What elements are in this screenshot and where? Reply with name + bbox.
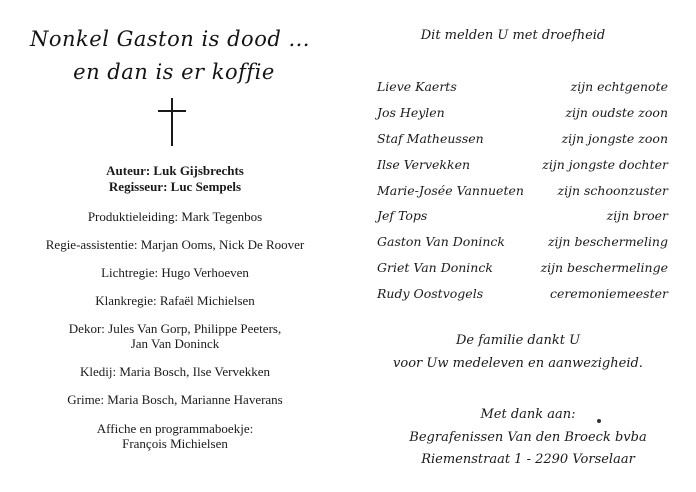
thanks-line-2: voor Uw medeleven en aanwezigheid. [393, 356, 643, 371]
credit-poster-line-2: François Michielsen [122, 436, 228, 451]
mourner-row [377, 183, 668, 201]
mourner-row [377, 286, 668, 304]
mourner-row [377, 234, 668, 252]
sponsor-address: Riemenstraat 1 - 2290 Vorselaar [421, 452, 635, 467]
credit-poster-line-1: Affiche en programmaboekje: [96, 421, 254, 436]
mourner-row [377, 131, 668, 149]
credit-set-line-1: Dekor: Jules Van Gorp, Philippe Peeters, [68, 321, 282, 336]
credit-costumes: Kledij: Maria Bosch, Ilse Vervekken [79, 364, 271, 379]
credit-sound: Klankregie: Rafaël Michielsen [95, 293, 255, 308]
mourner-row [377, 79, 668, 97]
mourner-row [377, 105, 668, 123]
card-title-line-1: Nonkel Gaston is dood ... [30, 27, 310, 51]
director-credit: Regisseur: Luc Sempels [108, 179, 242, 194]
mourner-row [377, 157, 668, 175]
author-credit: Auteur: Luk Gijsbrechts [106, 163, 244, 178]
mourner-name: Ilse Vervekken [377, 157, 471, 172]
credit-lighting: Lichtregie: Hugo Verhoeven [101, 265, 249, 280]
mourner-role: zijn beschermeling [547, 234, 668, 249]
mourner-name: Jos Heylen [377, 105, 445, 120]
mourner-name: Jef Tops [377, 208, 428, 223]
credit-set-line-2: Jan Van Doninck [130, 336, 220, 351]
mourner-role: zijn schoonzuster [557, 183, 668, 198]
mourner-role: zijn jongste zoon [561, 131, 668, 146]
mourner-name: Griet Van Doninck [377, 260, 493, 275]
mourner-role: zijn broer [606, 208, 668, 223]
sponsor-name: Begrafenissen Van den Broeck bvba [409, 430, 647, 445]
mourner-name: Lieve Kaerts [377, 79, 457, 94]
thanks-line-1: De familie dankt U [455, 333, 581, 348]
ink-speck [597, 419, 601, 423]
mourner-role: zijn jongste dochter [542, 157, 668, 172]
mourner-row [377, 208, 668, 226]
card-title-line-2: en dan is er koffie [73, 60, 275, 84]
mourner-name: Rudy Oostvogels [377, 286, 484, 301]
mourner-name: Gaston Van Doninck [377, 234, 506, 249]
mourner-role: zijn echtgenote [570, 79, 668, 94]
mourner-role: zijn beschermelinge [540, 260, 668, 275]
sponsor-heading: Met dank aan: [480, 407, 576, 422]
mourner-name: Marie-Josée Vannueten [377, 183, 524, 198]
right-panel [348, 0, 696, 492]
mourner-row [377, 260, 668, 278]
mourner-name: Staf Matheussen [377, 131, 484, 146]
credit-makeup: Grime: Maria Bosch, Marianne Haverans [67, 392, 283, 407]
mourner-role: ceremoniemeester [549, 286, 668, 301]
mourner-role: zijn oudste zoon [565, 105, 668, 120]
announcement-heading: Dit melden U met droefheid [420, 28, 606, 43]
latin-cross-icon [158, 98, 186, 146]
credit-production: Produktieleiding: Mark Tegenbos [87, 209, 263, 224]
credit-assistant-director: Regie-assistentie: Marjan Ooms, Nick De Roover [45, 237, 305, 252]
